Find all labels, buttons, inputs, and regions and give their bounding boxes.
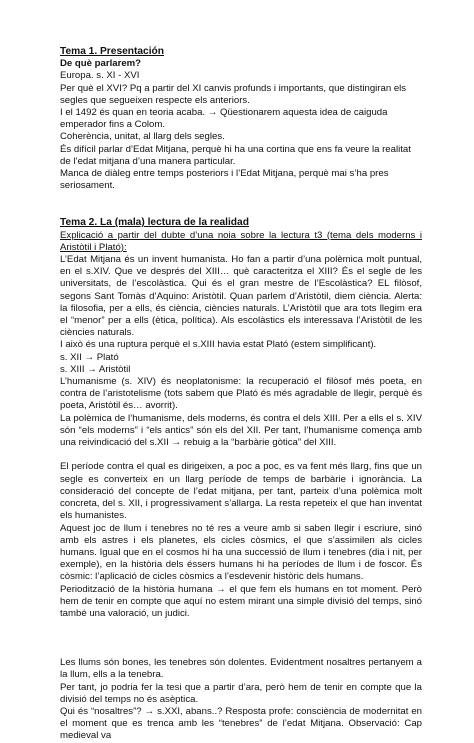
section-2-heading: Tema 2. La (mala) lectura de la realidad — [60, 217, 249, 229]
paragraph: L’humanisme (s. XIV) és neoplatonisme: la recuperació el filòsof més poeta, en contra de l’aristotelisme (tots sabem que Plató és més agradable de llegir, perquè és poeta, Aristòtil és… avorrit). — [60, 376, 422, 412]
list-line: s. XIII → Aristòtil — [60, 363, 131, 375]
paragraph: L’Edat Mitjana és un invent humanista. Ho fan a partir d’una polèmica molt puntual, en el s.XIV. Que ve després del XIII… què caracteritza el XIII? És el segle de les universitats, de l’escolàstica. Qui és el gran mestre de l’Escolàstica? EL filòsof, segons Sant Tomàs d’Aquino: Aristòtil. Quan parlem d’Aristòtil, diem ciència. Alerta: la filosofia, per a ells, és ciència, ciències naturals. L’Aristòtil que ara tots llegim era el “menor” per a ells (ètica, política). Als escolàstics els interessava l’Aristòtil de les ciències naturals. — [60, 254, 422, 339]
paragraph: Les llums són bones, les tenebres són dolentes. Evidentment nosaltres pertanyem a la llum, ells a la tenebra. — [60, 657, 422, 681]
section-1-subheading: De què parlarem? — [60, 58, 142, 70]
text-line: És difícil parlar d’Edat Mitjana, perquè hi ha una cortina que ens fa veure la realitat de l’edat mitjana d’una manera particular. — [60, 143, 411, 167]
section-1-heading: Tema 1. Presentación — [60, 46, 164, 57]
paragraph: I això és una ruptura perquè el s.XIII havia estat Plató (estem simplificant). — [60, 339, 377, 351]
paragraph: Qui és “nosaltres”? → s.XXI, abans..? Resposta profe: consciència de modernitat en el moment que es trenca amb les “tenebres” de l’edat Mitjana. Observació: Cap medieval va — [60, 705, 422, 742]
paragraph: El període contra el qual es dirigeixen, a poc a poc, es va fent més llarg, fins que un segle es converteix en un llarg període de temps de barbàrie i ignorància. La consideració del concepte de l’edat mitjana, per tant, parteix d’una polèmica molt concreta, del s. XII, i progressivament s’allarga. La resta repeteix el que han inventat els humanistes. — [60, 461, 422, 522]
text-line: I el 1492 és quan en teoria acaba. → Qüestionarem aquesta idea de caiguda emperador fins a Colom. — [60, 107, 388, 131]
text-line: Per què el XVI? Pq a partir del XI canvis profunds i importants, que distingiran els segles que segueixen respecte els anteriors. — [60, 82, 407, 106]
paragraph: Periodització de la història humana → el que fem els humans en tot moment. Però hem de tenir en compte que aquí no estem mirant una simple divisió del temps, sinó també una valoració, un judici. — [60, 583, 422, 619]
list-line: s. XII → Plató — [60, 351, 119, 363]
paragraph-spacer — [60, 620, 422, 657]
paragraph-spacer — [60, 449, 422, 461]
text-line: Coherència, unitat, al llarg dels segles. — [60, 131, 225, 143]
paragraph: Aquest joc de llum i tenebres no té res a veure amb si saben llegir i escriure, sinó amb els astres i els planetes, els cicles còsmics, el que s’assimilen als cicles humans. Igual que en el cosmos hi ha una successió de llum i tenebres (dia i nit, per exemple), en la història dels éssers humans hi ha períodes de llum i de foscor. És còsmic: l’aplicació de cicles còsmics a l’esdevenir històric dels humans. — [60, 522, 422, 583]
paragraph: Per tant, jo podria fer la tesi que a partir d’ara, però hem de tenir en compte que la divisió del temps no és asèptica. — [60, 681, 422, 705]
section-2-intro: Explicació a partir del dubte d’una noia sobre la lectura t3 (tema dels moderns i Aristòtil i Plató): — [60, 229, 422, 253]
text-line: Europa. s. XI - XVI — [60, 70, 140, 82]
text-line: Manca de diàleg entre temps posteriors i l’Edat Mitjana, perquè mai s’ha pres seriosament. — [60, 168, 389, 192]
paragraph: La polèmica de l’humanisme, dels moderns, és contra el dels XIII. Per a ells el s. XIV són “els moderns” i “els antics” són els del XII. Per tant, l’humanisme comença amb una reivindicació del s.XII → rebuig a la “barbàrie gòtica” del XIII. — [60, 412, 422, 449]
section-spacer — [60, 192, 422, 217]
